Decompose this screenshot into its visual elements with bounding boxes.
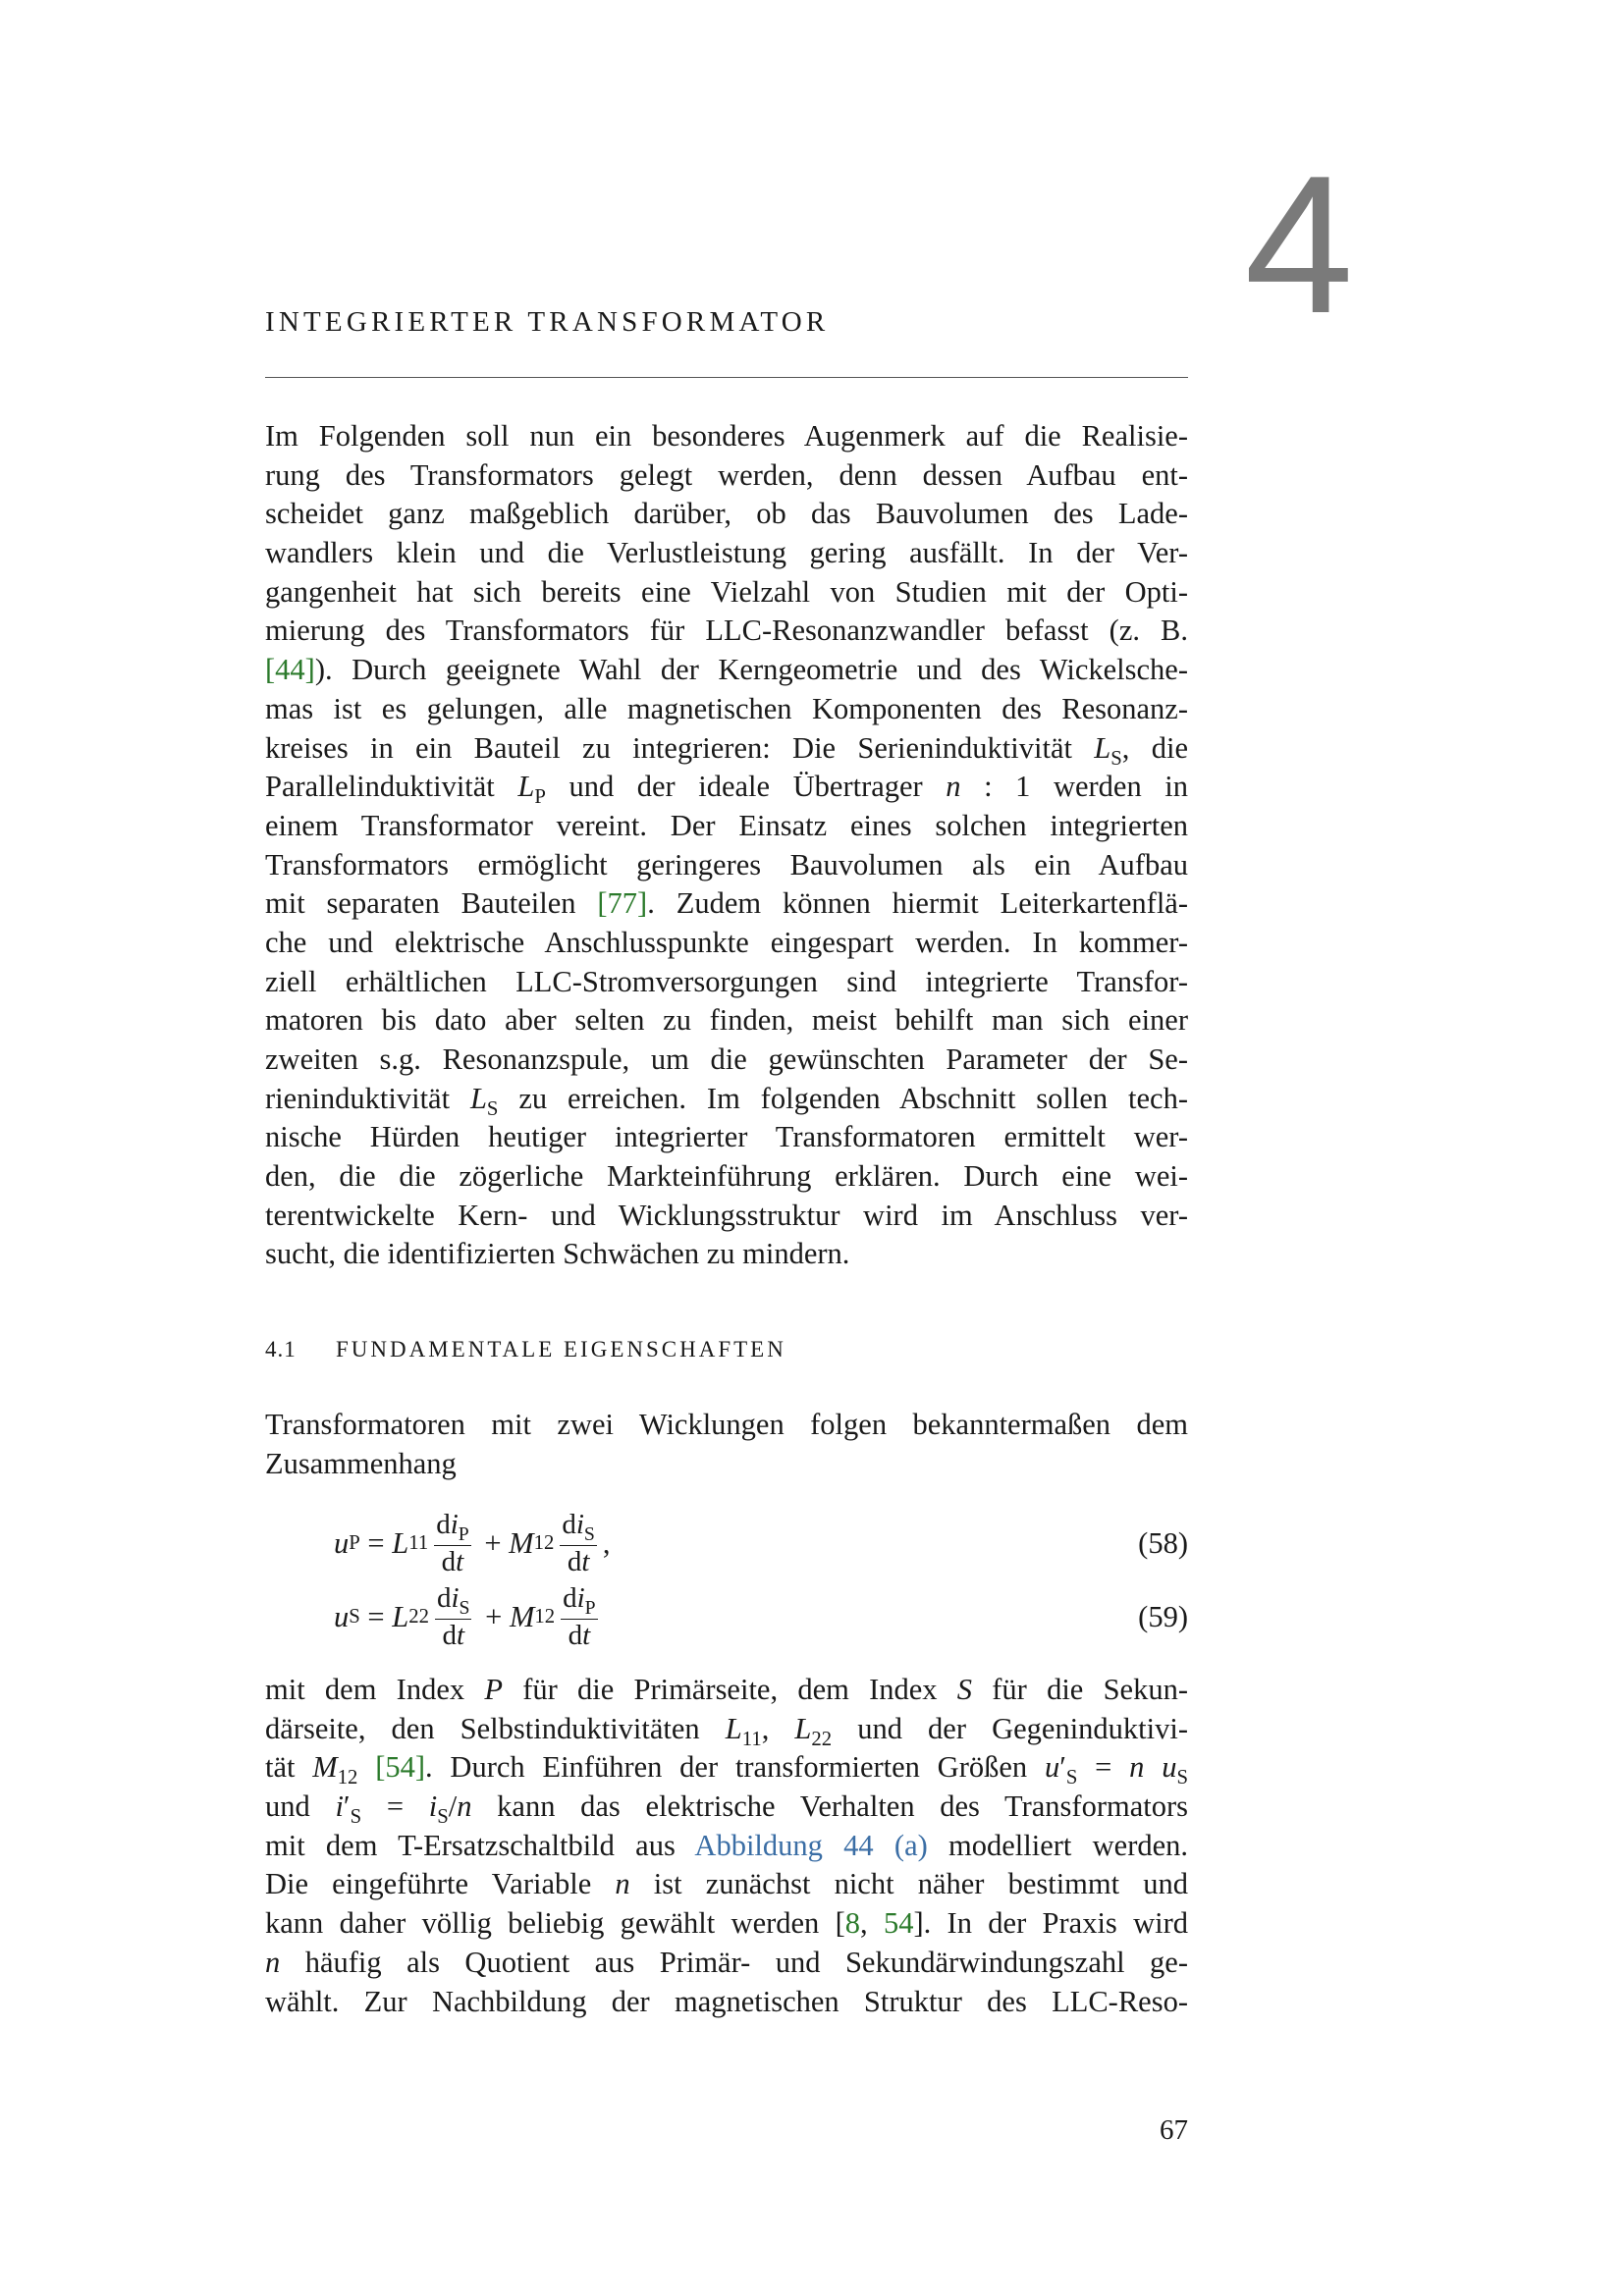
paragraph-line: därseite, den Selbstinduktivitäten $L_{11}$, $L_{22}$ und der Gegeninduktivi- (265, 1711, 1188, 1750)
paragraph-line: und $i'_S = i_S/n$ kann das elektrische Verhalten des Transformators (265, 1789, 1189, 1829)
paragraph-line: sucht, die identifizierten Schwächen zu mindern. (265, 1237, 850, 1271)
paragraph-line: Transformators ermöglicht geringeres Bauvolumen als ein Aufbau (265, 847, 1188, 881)
paragraph-line: Die eingeführte Variable n ist zunächst nicht näher bestimmt und (265, 1867, 1188, 1901)
section-intro-paragraph (265, 1406, 1188, 1483)
paragraph-line: n häufig als Quotient aus Primär- und Sekundärwindungszahl ge- (265, 1945, 1188, 1979)
paragraph-line: wählt. Zur Nachbildung der magnetischen Struktur des LLC-Reso- (265, 1984, 1188, 2018)
paragraph-line: mas ist es gelungen, alle magnetischen Komponenten des Resonanz- (265, 691, 1188, 725)
paragraph-line: che und elektrische Anschlusspunkte eingespart werden. In kommer- (265, 925, 1188, 959)
paragraph-line: mit separaten Bauteilen [77]. Zudem können hiermit Leiterkartenflä- (265, 886, 1188, 921)
equation-number: (58) (1138, 1525, 1188, 1560)
paragraph-line: rung des Transformators gelegt werden, denn dessen Aufbau ent- (265, 457, 1188, 492)
citation-link[interactable]: [44] (265, 653, 315, 687)
section-number: 4.1 (265, 1337, 297, 1362)
equation-formula: u P = L 11 $\frac{di_P}{dt}$ + M 12 $\frac{di_S}{dt}$ , (334, 1508, 611, 1578)
paragraph-line: einem Transformator vereint. Der Einsatz eines solchen integrierten (265, 808, 1188, 842)
paragraph-line: terentwickelte Kern- und Wicklungsstruktur wird im Anschluss ver- (265, 1198, 1188, 1232)
paragraph-line: mierung des Transformators für LLC-Resonanzwandler befasst (z. B. (265, 614, 1188, 648)
section-title: FUNDAMENTALE EIGENSCHAFTEN (336, 1337, 786, 1362)
paragraph-line: zweiten s.g. Resonanzspule, um die gewünschten Parameter der Se- (265, 1042, 1188, 1076)
paragraph-line: matoren bis dato aber selten zu finden, meist behilft man sich einer (265, 1003, 1188, 1038)
intro-paragraph (265, 417, 1188, 1274)
equation-number: (59) (1138, 1599, 1188, 1633)
paragraph-line: Transformatoren mit zwei Wicklungen folgen bekanntermaßen dem (265, 1408, 1188, 1441)
paragraph-line: scheidet ganz maßgeblich darüber, ob das Bauvolumen des Lade- (265, 497, 1188, 531)
citation-link[interactable]: 54 (883, 1906, 914, 1941)
paragraph-line: [44]). Durch geeignete Wahl der Kerngeometrie und des Wickelsche- (265, 653, 1188, 687)
chapter-title-rule (265, 377, 1188, 378)
chapter-title: INTEGRIERTER TRANSFORMATOR (265, 306, 830, 338)
figure-reference-link[interactable]: Abbildung 44 (a) (694, 1828, 928, 1862)
paragraph-line: Parallelinduktivität $L_P$ und der ideale Übertrager n : 1 werden in (265, 770, 1188, 809)
paragraph-line: ziell erhältlichen LLC-Stromversorgungen sind integrierte Transfor- (265, 964, 1188, 998)
citation-link[interactable]: 8 (844, 1906, 861, 1941)
paragraph-line: gangenheit hat sich bereits eine Vielzahl von Studien mit der Opti- (265, 574, 1188, 609)
equation-58 (334, 1509, 1188, 1577)
equation-formula: u S = L 22 $\frac{di_S}{dt}$ + M 12 $\frac{di_P}{dt}$ (334, 1581, 596, 1652)
paragraph-line: Zusammenhang (265, 1446, 457, 1480)
paragraph-line: den, die die zögerliche Markteinführung erklären. Durch eine wei- (265, 1159, 1188, 1194)
paragraph-line: mit dem T-Ersatzschaltbild aus Abbildung 44 (a) modelliert werden. (265, 1828, 1189, 1862)
citation-link[interactable]: [77] (597, 886, 648, 921)
equation-59 (334, 1582, 1188, 1651)
page-number: 67 (1160, 2114, 1188, 2146)
citation-link[interactable]: [54] (375, 1750, 426, 1785)
paragraph-line: mit dem Index P für die Primärseite, dem Index S für die Sekun- (265, 1673, 1188, 1706)
paragraph-line: wandlers klein und die Verlustleistung gering ausfällt. In der Ver- (265, 536, 1188, 570)
paragraph-line: rieninduktivität $L_S$ zu erreichen. Im folgenden Abschnitt sollen tech- (265, 1081, 1188, 1120)
paragraph-line: tät $M_{12}$ [54]. Durch Einführen der transformierten Größen $u'_S = n$ $u_S$ (265, 1750, 1188, 1789)
chapter-number: 4 (1244, 135, 1354, 354)
paragraph-line: nische Hürden heutiger integrierter Transformatoren ermittelt wer- (265, 1120, 1188, 1154)
paragraph-line: kann daher völlig beliebig gewählt werden [8, 54]. In der Praxis wird (265, 1906, 1189, 1941)
paragraph-line: Im Folgenden soll nun ein besonderes Augenmerk auf die Realisie- (265, 419, 1188, 453)
section-heading (265, 1338, 1188, 1361)
body-paragraph (265, 1671, 1188, 2021)
paragraph-line: kreises in ein Bauteil zu integrieren: Die Serieninduktivität $L_S$, die (265, 730, 1189, 770)
